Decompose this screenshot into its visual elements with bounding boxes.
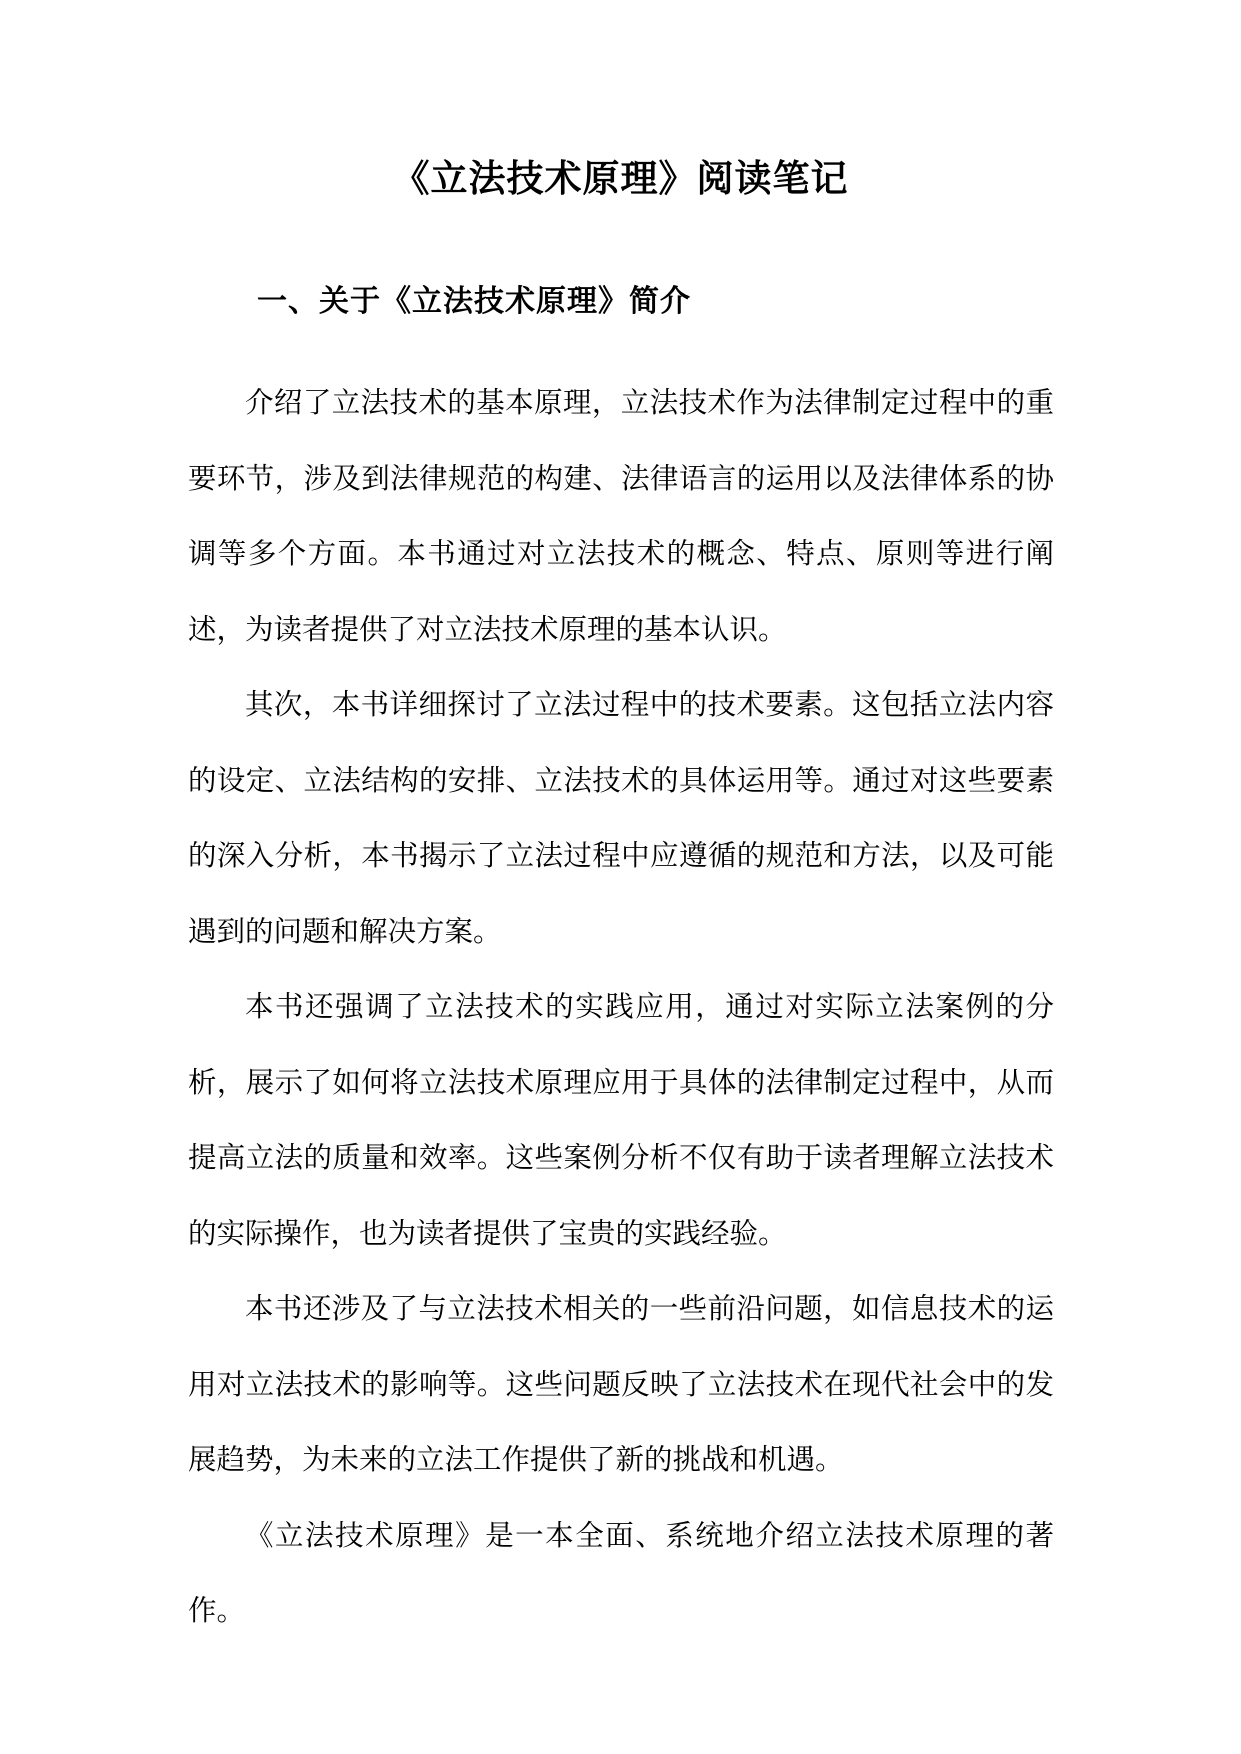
paragraph: 《立法技术原理》是一本全面、系统地介绍立法技术原理的著作。 bbox=[188, 1518, 1054, 1627]
paragraph: 介绍了立法技术的基本原理，立法技术作为法律制定过程中的重要环节，涉及到法律规范的构建、法律语言的运用以及法律体系的协调等多个方面。本书通过对立法技术的概念、特点、原则等进行阐述，为读者提供了对立法技术原理的基本认识。 bbox=[188, 386, 1054, 646]
paragraph: 其次，本书详细探讨了立法过程中的技术要素。这包括立法内容的设定、立法结构的安排、立法技术的具体运用等。通过对这些要素的深入分析，本书揭示了立法过程中应遵循的规范和方法，以及可能遇到的问题和解决方案。 bbox=[188, 688, 1054, 948]
paragraph: 本书还强调了立法技术的实践应用，通过对实际立法案例的分析，展示了如何将立法技术原理应用于具体的法律制定过程中，从而提高立法的质量和效率。这些案例分析不仅有助于读者理解立法技术的实际操作，也为读者提供了宝贵的实践经验。 bbox=[188, 990, 1054, 1250]
document-title: 《立法技术原理》阅读笔记 bbox=[392, 156, 849, 200]
section-heading: 一、关于《立法技术原理》简介 bbox=[257, 284, 691, 319]
document-body bbox=[188, 365, 1054, 1649]
paragraph: 本书还涉及了与立法技术相关的一些前沿问题，如信息技术的运用对立法技术的影响等。这些问题反映了立法技术在现代社会中的发展趋势，为未来的立法工作提供了新的挑战和机遇。 bbox=[188, 1292, 1054, 1476]
